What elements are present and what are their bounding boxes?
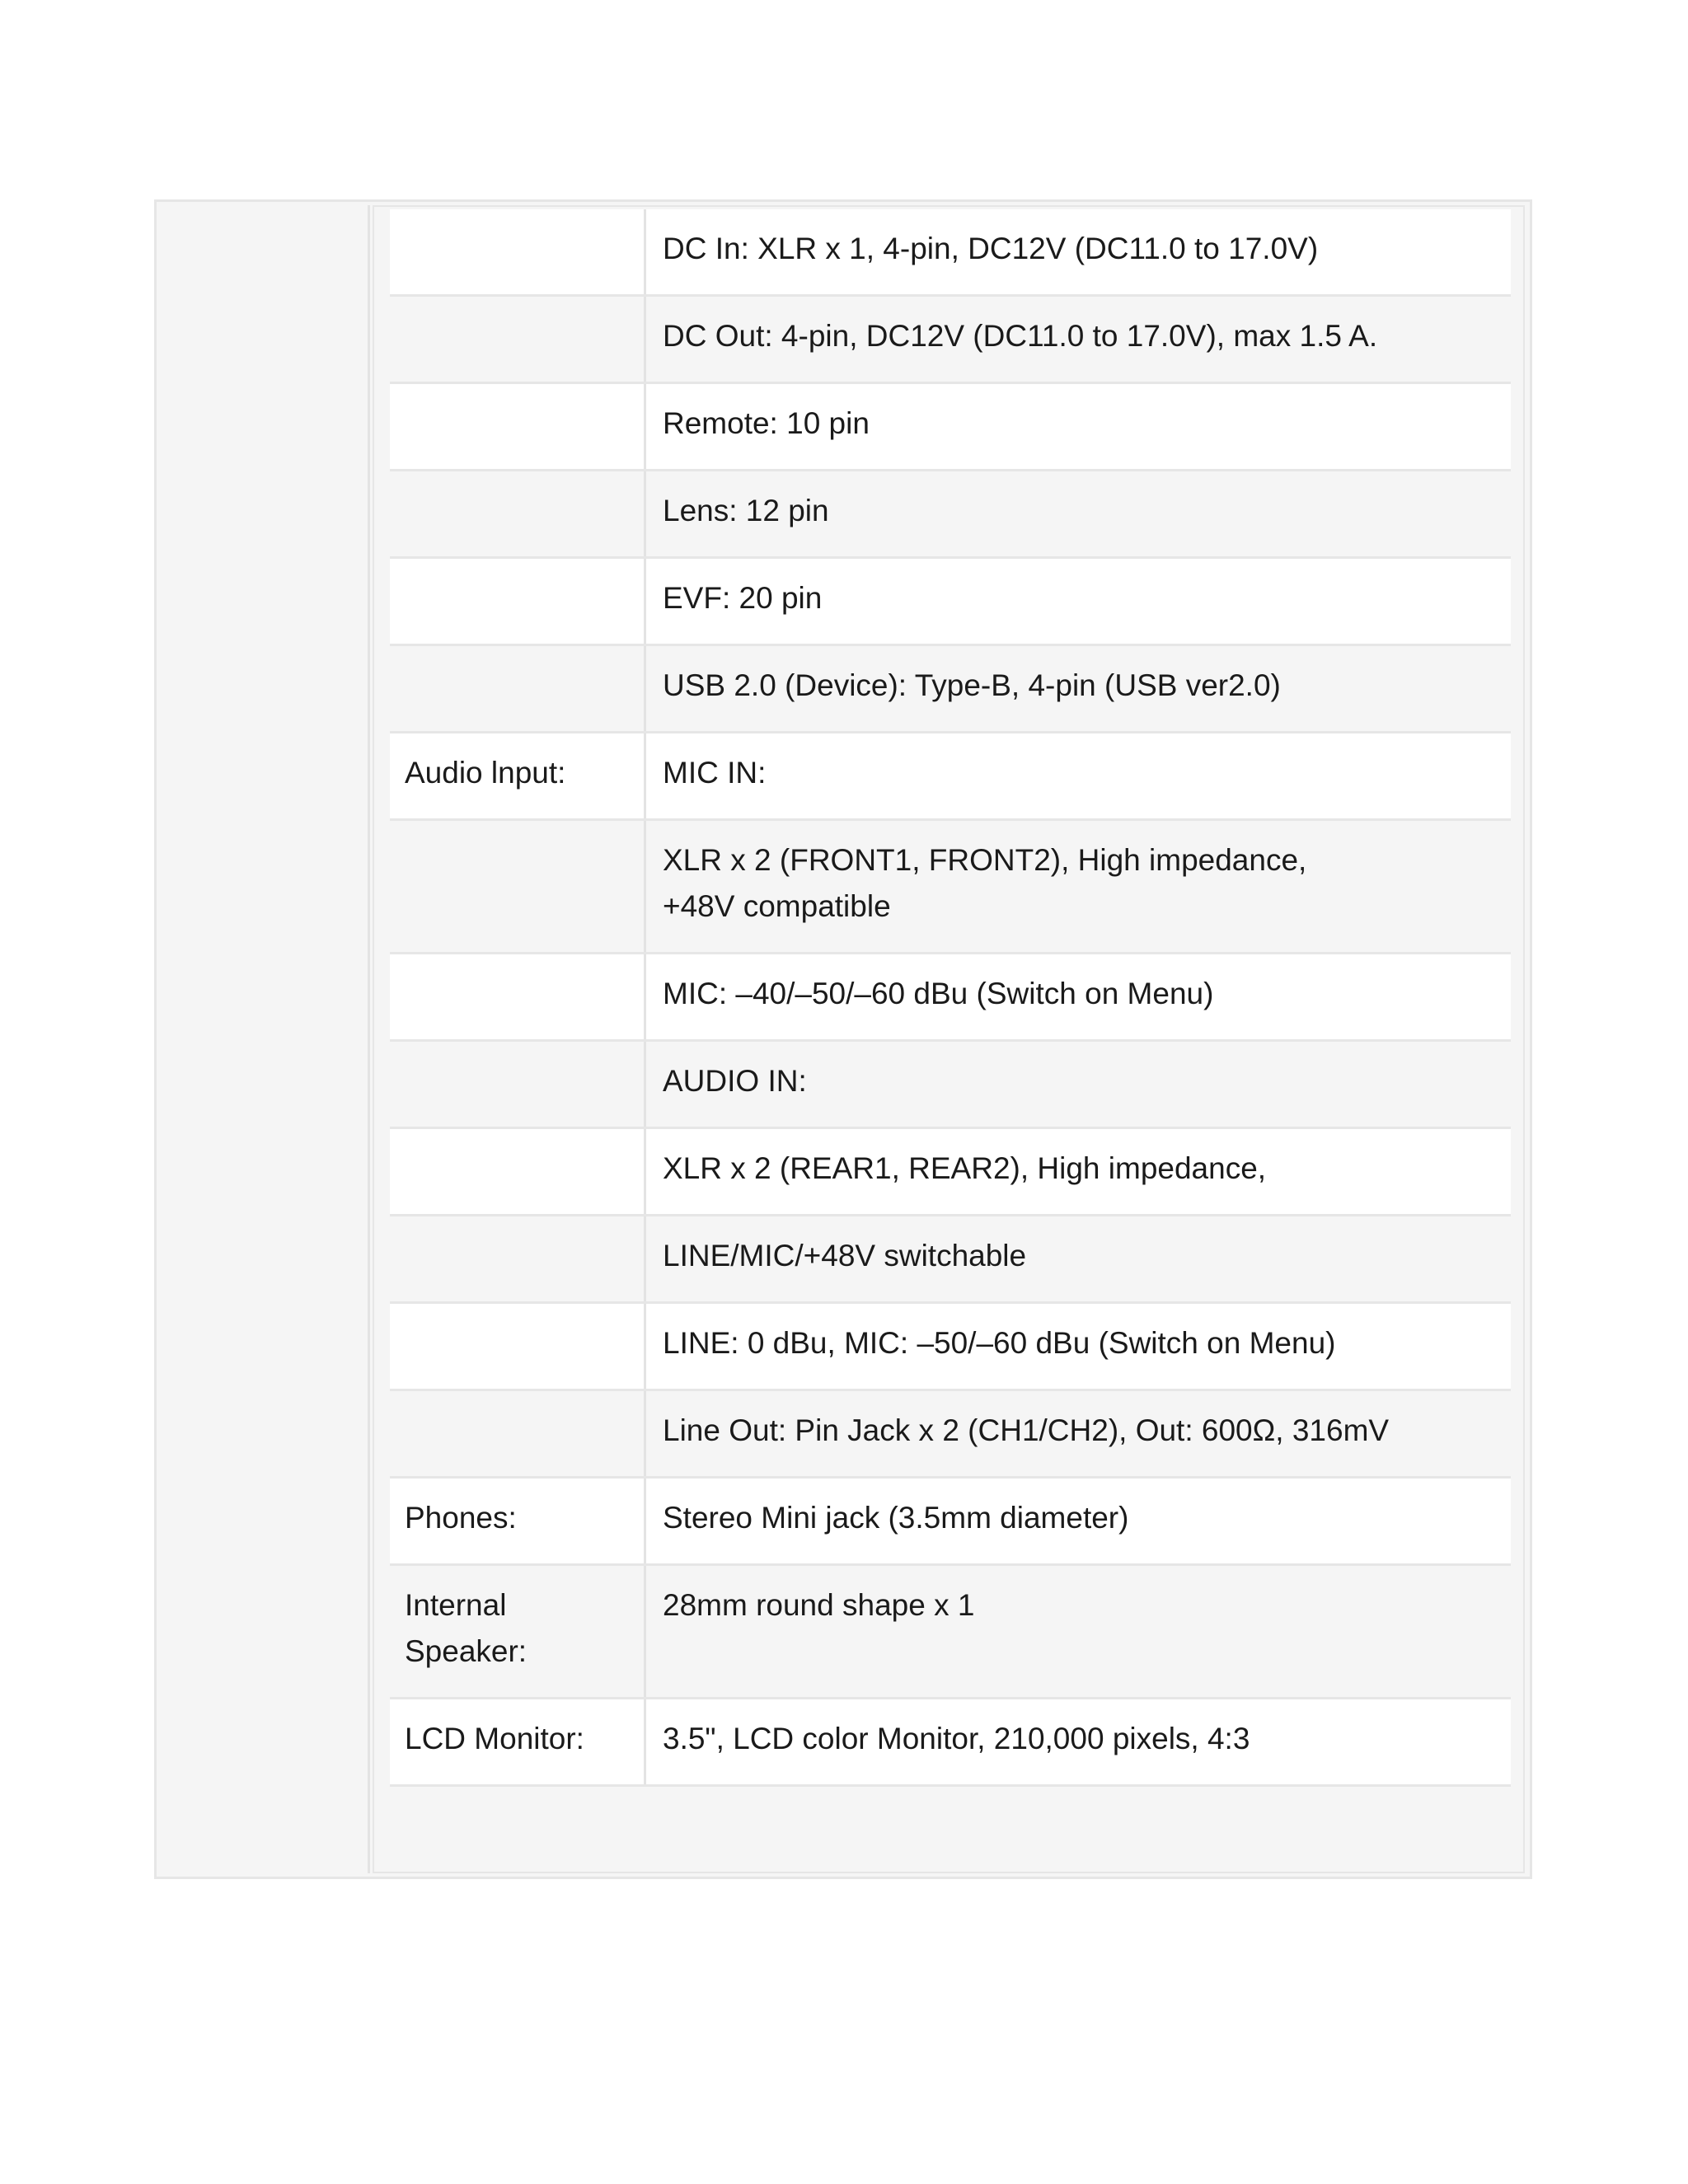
table-row — [390, 471, 1511, 559]
spec-value: Stereo Mini jack (3.5mm diameter) — [663, 1501, 1129, 1535]
outer-left-cell — [160, 205, 370, 1873]
table-row — [390, 954, 1511, 1042]
spec-label: Phones: — [390, 1479, 646, 1563]
spec-label — [390, 1129, 646, 1214]
spec-label: Audio lnput: — [390, 733, 646, 818]
spec-value: MIC: –40/–50/–60 dBu (Switch on Menu) — [663, 977, 1214, 1010]
table-row — [390, 1391, 1511, 1479]
spec-label — [390, 559, 646, 644]
spec-label — [390, 384, 646, 469]
table-row — [390, 1566, 1511, 1699]
table-row — [390, 384, 1511, 471]
spec-value: XLR x 2 (FRONT1, FRONT2), High impedance, +48V compatible — [663, 843, 1307, 923]
spec-label — [390, 1042, 646, 1127]
table-row — [390, 1479, 1511, 1566]
spec-value: 3.5", LCD color Monitor, 210,000 pixels, 4:3 — [663, 1722, 1250, 1755]
spec-label — [390, 471, 646, 556]
spec-value: Line Out: Pin Jack x 2 (CH1/CH2), Out: 600Ω, 316mV — [663, 1413, 1390, 1447]
spec-value: XLR x 2 (REAR1, REAR2), High impedance, — [663, 1151, 1267, 1185]
spec-value: LINE/MIC/+48V switchable — [663, 1239, 1027, 1272]
spec-value: Lens: 12 pin — [663, 494, 829, 527]
table-row — [390, 297, 1511, 384]
spec-label — [390, 1304, 646, 1389]
table-row — [390, 1304, 1511, 1391]
spec-label — [390, 209, 646, 294]
spec-label — [390, 1391, 646, 1476]
table-row — [390, 1216, 1511, 1304]
spec-value: USB 2.0 (Device): Type-B, 4-pin (USB ver2.0) — [663, 668, 1281, 702]
spec-value: EVF: 20 pin — [663, 581, 823, 615]
table-row — [390, 733, 1511, 821]
spec-label — [390, 297, 646, 382]
spec-value: DC In: XLR x 1, 4-pin, DC12V (DC11.0 to 17.0V) — [663, 232, 1319, 265]
table-row — [390, 1129, 1511, 1216]
table-row — [390, 646, 1511, 733]
spec-value: AUDIO IN: — [663, 1064, 807, 1098]
spec-value: LINE: 0 dBu, MIC: –50/–60 dBu (Switch on Menu) — [663, 1326, 1336, 1360]
table-row — [390, 821, 1511, 954]
spec-value: DC Out: 4-pin, DC12V (DC11.0 to 17.0V), max 1.5 A. — [663, 319, 1378, 353]
spec-label — [390, 1216, 646, 1301]
table-row — [390, 1042, 1511, 1129]
spec-label: Internal Speaker: — [390, 1566, 646, 1697]
spec-label: LCD Monitor: — [390, 1699, 646, 1784]
spec-value: MIC IN: — [663, 756, 767, 790]
spec-label — [390, 646, 646, 731]
spec-value: 28mm round shape x 1 — [663, 1588, 975, 1622]
spec-label — [390, 954, 646, 1039]
spec-value: Remote: 10 pin — [663, 406, 870, 440]
spec-table — [390, 209, 1511, 1787]
table-row — [390, 1699, 1511, 1787]
table-row — [390, 209, 1511, 297]
table-row — [390, 559, 1511, 646]
spec-label — [390, 821, 646, 952]
